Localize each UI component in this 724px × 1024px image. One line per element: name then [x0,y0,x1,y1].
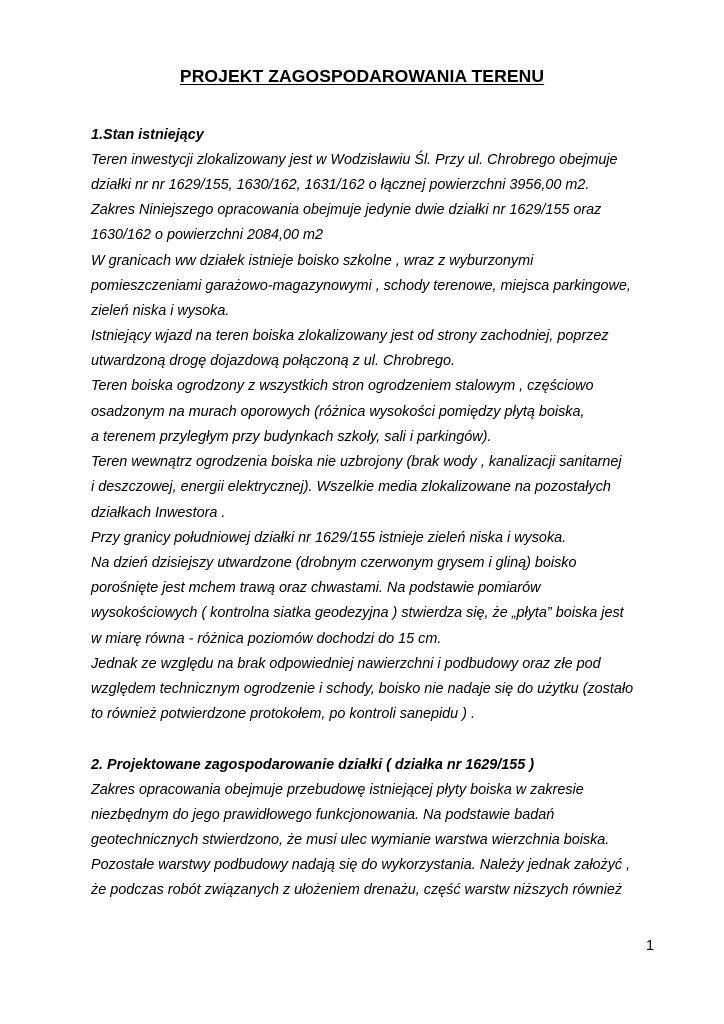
section-1-line: wysokościowych ( kontrolna siatka geodezyjna ) stwierdza się, że „płyta” boiska jest [91,605,624,621]
section-1-line: działki nr nr 1629/155, 1630/162, 1631/162 o łącznej powierzchni 3956,00 m2. [91,177,590,193]
section-1-line: pomieszczeniami garażowo-magazynowymi , schody terenowe, miejsca parkingowe, [91,278,631,294]
section-2-line: że podczas robót związanych z ułożeniem drenażu, część warstw niższych również [91,882,623,898]
section-1-line: i deszczowej, energii elektrycznej). Wszelkie media zlokalizowane na pozostałych [91,479,611,495]
section-1-line: Istniejący wjazd na teren boiska zlokalizowany jest od strony zachodniej, poprzez [91,328,609,344]
section-1-line: utwardzoną drogę dojazdową połączoną z ul. Chrobrego. [91,353,455,369]
section-1-heading: 1.Stan istniejący [91,127,204,143]
section-2-line: Pozostałe warstwy podbudowy nadają się do wykorzystania. Należy jednak założyć , [91,857,631,873]
page-number: 1 [645,938,654,954]
section-1-line: Teren wewnątrz ogrodzenia boiska nie uzbrojony (brak wody , kanalizacji sanitarnej [91,454,622,470]
section-1-line: działkach Inwestora . [91,505,226,521]
section-2-line: geotechnicznych stwierdzono, że musi ulec wymianie warstwa wierzchnia boiska. [91,832,610,848]
section-2-line: niezbędnym do jego prawidłowego funkcjonowania. Na podstawie badań [91,807,555,823]
section-1-line: to również potwierdzone protokołem, po kontroli sanepidu ) . [91,706,475,722]
section-1-line: względem technicznym ogrodzenie i schody, boisko nie nadaje się do użytku (zostało [91,681,634,697]
section-1-line: Zakres Niniejszego opracowania obejmuje jedynie dwie działki nr 1629/155 oraz [91,202,602,218]
section-1-line: Teren boiska ogrodzony z wszystkich stron ogrodzeniem stalowym , częściowo [91,378,594,394]
section-1-line: zieleń niska i wysoka. [91,303,230,319]
section-1-line: Przy granicy południowej działki nr 1629/155 istnieje zieleń niska i wysoka. [91,530,567,546]
section-1-line: W granicach ww działek istnieje boisko szkolne , wraz z wyburzonymi [91,253,534,269]
section-1-line: w miarę równa - różnica poziomów dochodzi do 15 cm. [91,631,442,647]
section-2-heading: 2. Projektowane zagospodarowanie działki ( działka nr 1629/155 ) [91,757,535,773]
section-1-line: Jednak ze względu na brak odpowiedniej nawierzchni i podbudowy oraz złe pod [91,656,601,672]
section-1-line: osadzonym na murach oporowych (różnica wysokości pomiędzy płytą boiska, [91,404,585,420]
section-1-line: porośnięte jest mchem trawą oraz chwastami. Na podstawie pomiarów [91,580,541,596]
section-1-line: 1630/162 o powierzchni 2084,00 m2 [91,227,324,243]
section-1-line: Na dzień dzisiejszy utwardzone (drobnym czerwonym grysem i gliną) boisko [91,555,577,571]
section-2-line: Zakres opracowania obejmuje przebudowę istniejącej płyty boiska w zakresie [91,782,584,798]
section-1-line: a terenem przyległym przy budynkach szkoły, sali i parkingów). [91,429,492,445]
page-title: PROJEKT ZAGOSPODAROWANIA TERENU [179,66,545,86]
section-1-line: Teren inwestycji zlokalizowany jest w Wodzisławiu Śl. Przy ul. Chrobrego obejmuje [91,152,618,168]
